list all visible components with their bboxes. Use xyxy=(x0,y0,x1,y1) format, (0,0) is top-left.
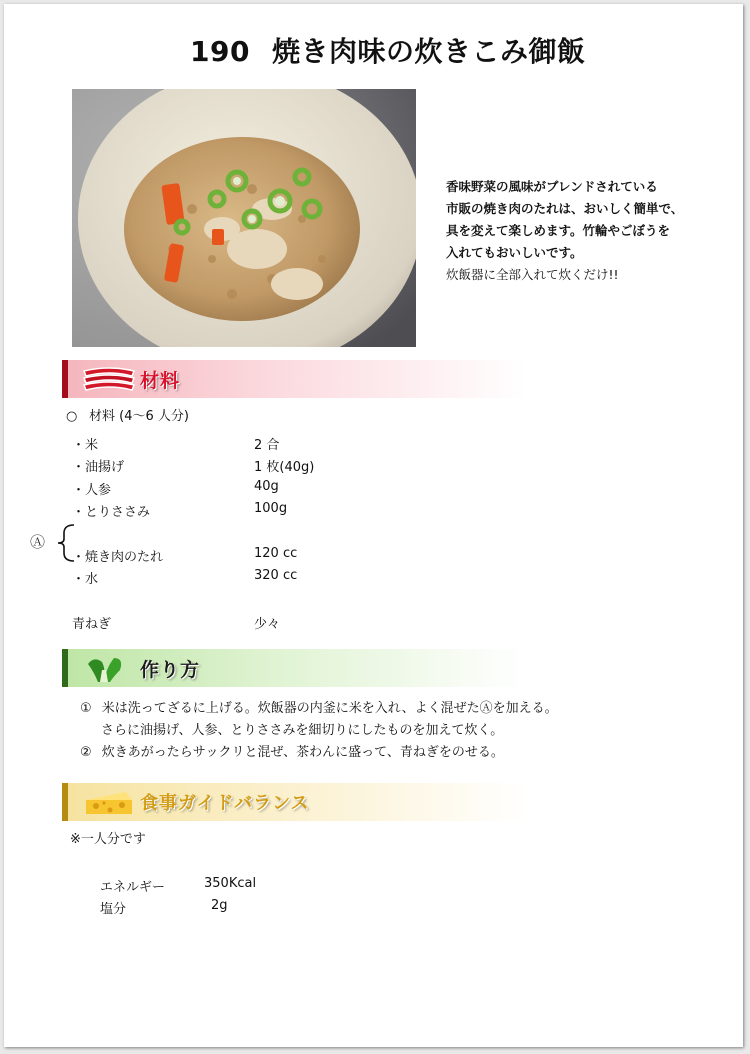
ingredients-section-label: 材料 xyxy=(140,370,181,392)
ingredient-row xyxy=(72,501,288,520)
ingredient-qty: 320 cc xyxy=(254,568,298,583)
ingredient-qty: 少々 xyxy=(254,617,281,632)
ingredient-name: ・水 xyxy=(72,572,99,587)
ingredient-name: ・人参 xyxy=(72,483,112,498)
recipe-page xyxy=(4,4,743,1047)
ingredients-section-header xyxy=(62,360,528,398)
recipe-title: 焼き肉味の炊きこみ御飯 xyxy=(271,35,586,68)
nutrition-label: 塩分 xyxy=(100,902,127,917)
ingredient-row xyxy=(72,613,281,632)
recipe-number: 190 xyxy=(190,35,250,68)
rice-bowl-photo xyxy=(72,89,416,347)
description-line: 具を変えて楽しめます。竹輪やごぼうを xyxy=(446,223,671,238)
ingredient-qty: 120 cc xyxy=(254,546,298,561)
method-step xyxy=(80,741,504,760)
ingredient-row xyxy=(72,546,298,565)
ingredient-name: ・焼き肉のたれ xyxy=(72,550,164,565)
ingredient-name: 青ねぎ xyxy=(72,617,112,632)
recipe-description xyxy=(446,176,683,286)
step-text: 炊きあがったらサックリと混ぜ、茶わんに盛って、青ねぎをのせる。 xyxy=(101,745,504,760)
method-section-header xyxy=(62,649,528,687)
description-line: 市販の焼き肉のたれは、おいしく簡単で、 xyxy=(446,201,684,216)
ingredient-name: ・米 xyxy=(72,438,99,453)
ingredient-row xyxy=(72,568,298,587)
nutrition-value: 350Kcal xyxy=(204,876,257,891)
ingredient-qty: 100g xyxy=(254,501,288,516)
nutrition-value: 2g xyxy=(211,898,228,913)
ingredient-qty: 40g xyxy=(254,479,279,494)
description-line: 炊飯器に全部入れて炊くだけ!! xyxy=(446,267,619,282)
page-title xyxy=(190,30,585,70)
method-step-continuation xyxy=(101,719,503,738)
cheese-icon xyxy=(80,786,138,818)
bok-choy-icon xyxy=(80,652,138,684)
meat-slices-icon xyxy=(80,363,138,395)
nutrition-label: エネルギー xyxy=(100,880,166,895)
ingredients-servings: 材料 (4～6 人分) xyxy=(89,409,189,424)
group-a-marker: Ⓐ xyxy=(30,533,46,551)
step-number: ① xyxy=(80,701,92,716)
ingredient-qty: 2 合 xyxy=(254,438,280,453)
ingredient-row xyxy=(72,479,279,498)
circle-bullet: ○ xyxy=(66,409,78,424)
ingredients-heading xyxy=(66,405,189,424)
rice-bowl-illustration xyxy=(72,89,416,347)
ingredient-row xyxy=(72,434,280,453)
description-line: 入れてもおいしいです。 xyxy=(446,245,583,260)
ingredient-name: ・油揚げ xyxy=(72,460,125,475)
step-text: 米は洗ってざるに上げる。炊飯器の内釜に米を入れ、よく混ぜたⒶを加える。 xyxy=(101,701,558,716)
step-text: さらに油揚げ、人参、とりささみを細切りにしたものを加えて炊く。 xyxy=(101,723,504,738)
ingredient-name: ・とりささみ xyxy=(72,505,151,520)
balance-section-label: 食事ガイドバランス xyxy=(140,793,310,814)
description-line: 香味野菜の風味がブレンドされている xyxy=(446,179,658,194)
balance-section-header xyxy=(62,783,528,821)
method-section-label: 作り方 xyxy=(140,659,201,681)
ingredient-row xyxy=(72,456,315,475)
ingredient-qty: 1 枚(40g) xyxy=(254,460,315,475)
step-number: ② xyxy=(80,745,92,760)
method-step xyxy=(80,697,558,716)
serving-note: ※一人分です xyxy=(70,832,146,847)
